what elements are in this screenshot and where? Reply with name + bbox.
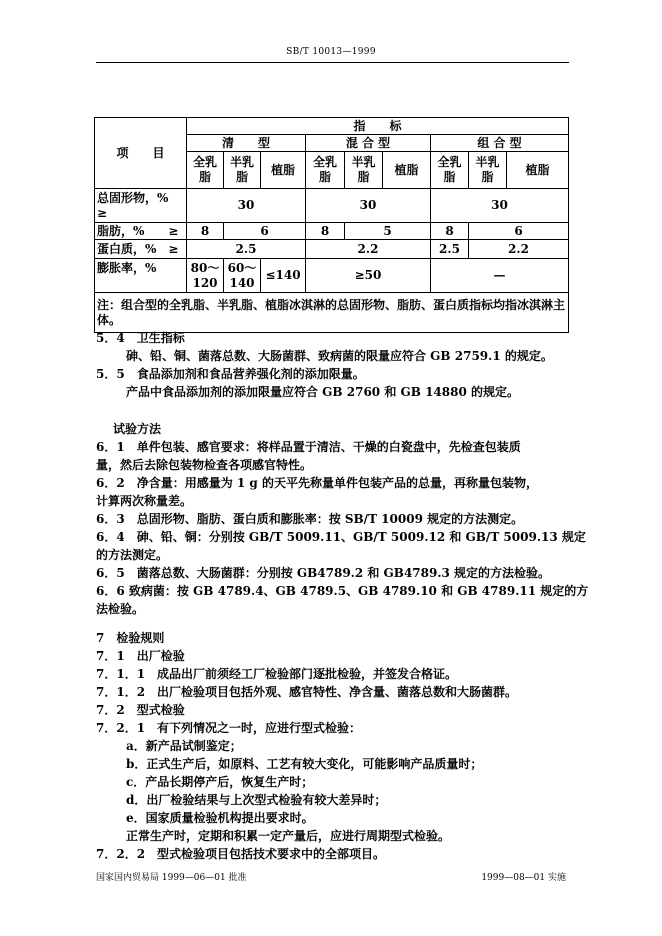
cell-value: 30 xyxy=(431,189,569,223)
footer-approval: 国家国内贸易局 1999—06—01 批准 xyxy=(96,873,247,883)
cell-value: 30 xyxy=(187,189,306,223)
footer-implementation: 1999—08—01 实施 xyxy=(481,873,566,883)
cell-value: 6 xyxy=(224,223,306,240)
paragraph-line: 6．5 菌落总数、大肠菌群：分别按 GB4789.2 和 GB4789.3 规定的方法检验。 xyxy=(96,566,551,580)
list-item: a．新产品试制鉴定； xyxy=(126,739,242,753)
cell-value: 5 xyxy=(345,223,431,240)
cell-value: 80～120 xyxy=(187,259,224,293)
item-header: 项 目 xyxy=(95,118,187,189)
paragraph-line: 7．1．2 出厂检验项目包括外观、感官特性、净含量、菌落总数和大肠菌群。 xyxy=(96,685,518,699)
cell-value: 8 xyxy=(306,223,345,240)
row-label-expansion: 膨胀率，% xyxy=(95,259,187,293)
cell-value: 8 xyxy=(431,223,469,240)
cell-value: 60～140 xyxy=(224,259,261,293)
cell-value: ≥50 xyxy=(306,259,431,293)
sub-whole-milk: 全乳脂 xyxy=(187,152,224,189)
paragraph-line: 7．2．1 有下列情况之一时，应进行型式检验： xyxy=(96,721,362,735)
group-combined: 组 合 型 xyxy=(431,135,569,152)
cell-value: ≤140 xyxy=(261,259,306,293)
paragraph-line: 6．3 总固形物、脂肪、蛋白质和膨胀率：按 SB/T 10009 规定的方法测定。 xyxy=(96,512,524,526)
cell-value: 30 xyxy=(306,189,431,223)
paragraph-line: 砷、铅、铜、菌落总数、大肠菌群、致病菌的限量应符合 GB 2759.1 的规定。 xyxy=(126,349,553,363)
header-rule xyxy=(96,62,569,63)
paragraph-line: 6．1 单件包装、感官要求：将样品置于清洁、干燥的白瓷盘中，先检查包装质 xyxy=(96,440,521,454)
row-label-protein: 蛋白质，% ≥ xyxy=(95,240,187,259)
section-5-4: 5．4 卫生指标 xyxy=(96,331,185,345)
paragraph-line: 计算两次称量差。 xyxy=(96,494,193,508)
table-note: 注：组合型的全乳脂、半乳脂、植脂冰淇淋的总固形物、脂肪、蛋白质指标均指冰淇淋主体。 xyxy=(95,293,569,333)
paragraph-line: 7．2．2 型式检验项目包括技术要求中的全部项目。 xyxy=(96,847,386,861)
cell-value: 6 xyxy=(469,223,569,240)
paragraph-line: 法检验。 xyxy=(96,602,145,616)
indicator-header: 指 标 xyxy=(187,118,569,135)
cell-value: 8 xyxy=(187,223,224,240)
header-code: SB/T 10013—1999 xyxy=(286,47,376,57)
cell-value: 2.5 xyxy=(431,240,469,259)
list-item: d．出厂检验结果与上次型式检验有较大差异时； xyxy=(126,793,387,807)
cell-value: — xyxy=(431,259,569,293)
cell-value: 2.2 xyxy=(469,240,569,259)
paragraph-line: 7．1．1 成品出厂前须经工厂检验部门逐批检验，并签发合格证。 xyxy=(96,667,458,681)
sub-whole-milk: 全乳脂 xyxy=(306,152,345,189)
paragraph-line: 6．6 致病菌：按 GB 4789.4、GB 4789.5、GB 4789.10 和 GB 4789.11 规定的方 xyxy=(96,584,589,598)
row-label-solids: 总固形物，% ≥ xyxy=(95,189,187,223)
list-item: c．产品长期停产后，恢复生产时； xyxy=(126,775,314,789)
sub-veg-fat: 植脂 xyxy=(383,152,431,189)
paragraph-line: 的方法测定。 xyxy=(96,548,169,562)
sub-half-milk: 半乳脂 xyxy=(224,152,261,189)
section-heading-test-methods: 试验方法 xyxy=(113,422,162,436)
cell-value: 2.2 xyxy=(306,240,431,259)
list-item: b．正式生产后，如原料、工艺有较大变化，可能影响产品质量时； xyxy=(126,757,483,771)
group-mixed: 混 合 型 xyxy=(306,135,431,152)
cell-value: 2.5 xyxy=(187,240,306,259)
section-5-5: 5．5 食品添加剂和食品营养强化剂的添加限量。 xyxy=(96,367,365,381)
list-item: e．国家质量检验机构提出要求时。 xyxy=(126,811,314,825)
spec-table xyxy=(94,117,569,333)
paragraph-line: 7．2 型式检验 xyxy=(96,703,185,717)
paragraph-line: 6．2 净含量：用感量为 1 g 的天平先称量单件包装产品的总量，再称量包装物， xyxy=(96,476,538,490)
row-label-fat: 脂肪，% ≥ xyxy=(95,223,187,240)
section-heading-inspection-rules: 7 检验规则 xyxy=(96,631,165,645)
sub-half-milk: 半乳脂 xyxy=(345,152,383,189)
sub-veg-fat: 植脂 xyxy=(507,152,569,189)
sub-veg-fat: 植脂 xyxy=(261,152,306,189)
sub-whole-milk: 全乳脂 xyxy=(431,152,469,189)
paragraph-line: 产品中食品添加剂的添加限量应符合 GB 2760 和 GB 14880 的规定。 xyxy=(126,385,519,399)
sub-half-milk: 半乳脂 xyxy=(469,152,507,189)
paragraph-line: 量，然后去除包装物检查各项感官特性。 xyxy=(96,458,313,472)
paragraph-line: 7．1 出厂检验 xyxy=(96,649,185,663)
paragraph-line: 6．4 砷、铅、铜：分别按 GB/T 5009.11、GB/T 5009.12 和 GB/T 5009.13 规定 xyxy=(96,530,586,544)
paragraph-line: 正常生产时，定期和积累一定产量后，应进行周期型式检验。 xyxy=(126,829,451,843)
group-plain: 清 型 xyxy=(187,135,306,152)
